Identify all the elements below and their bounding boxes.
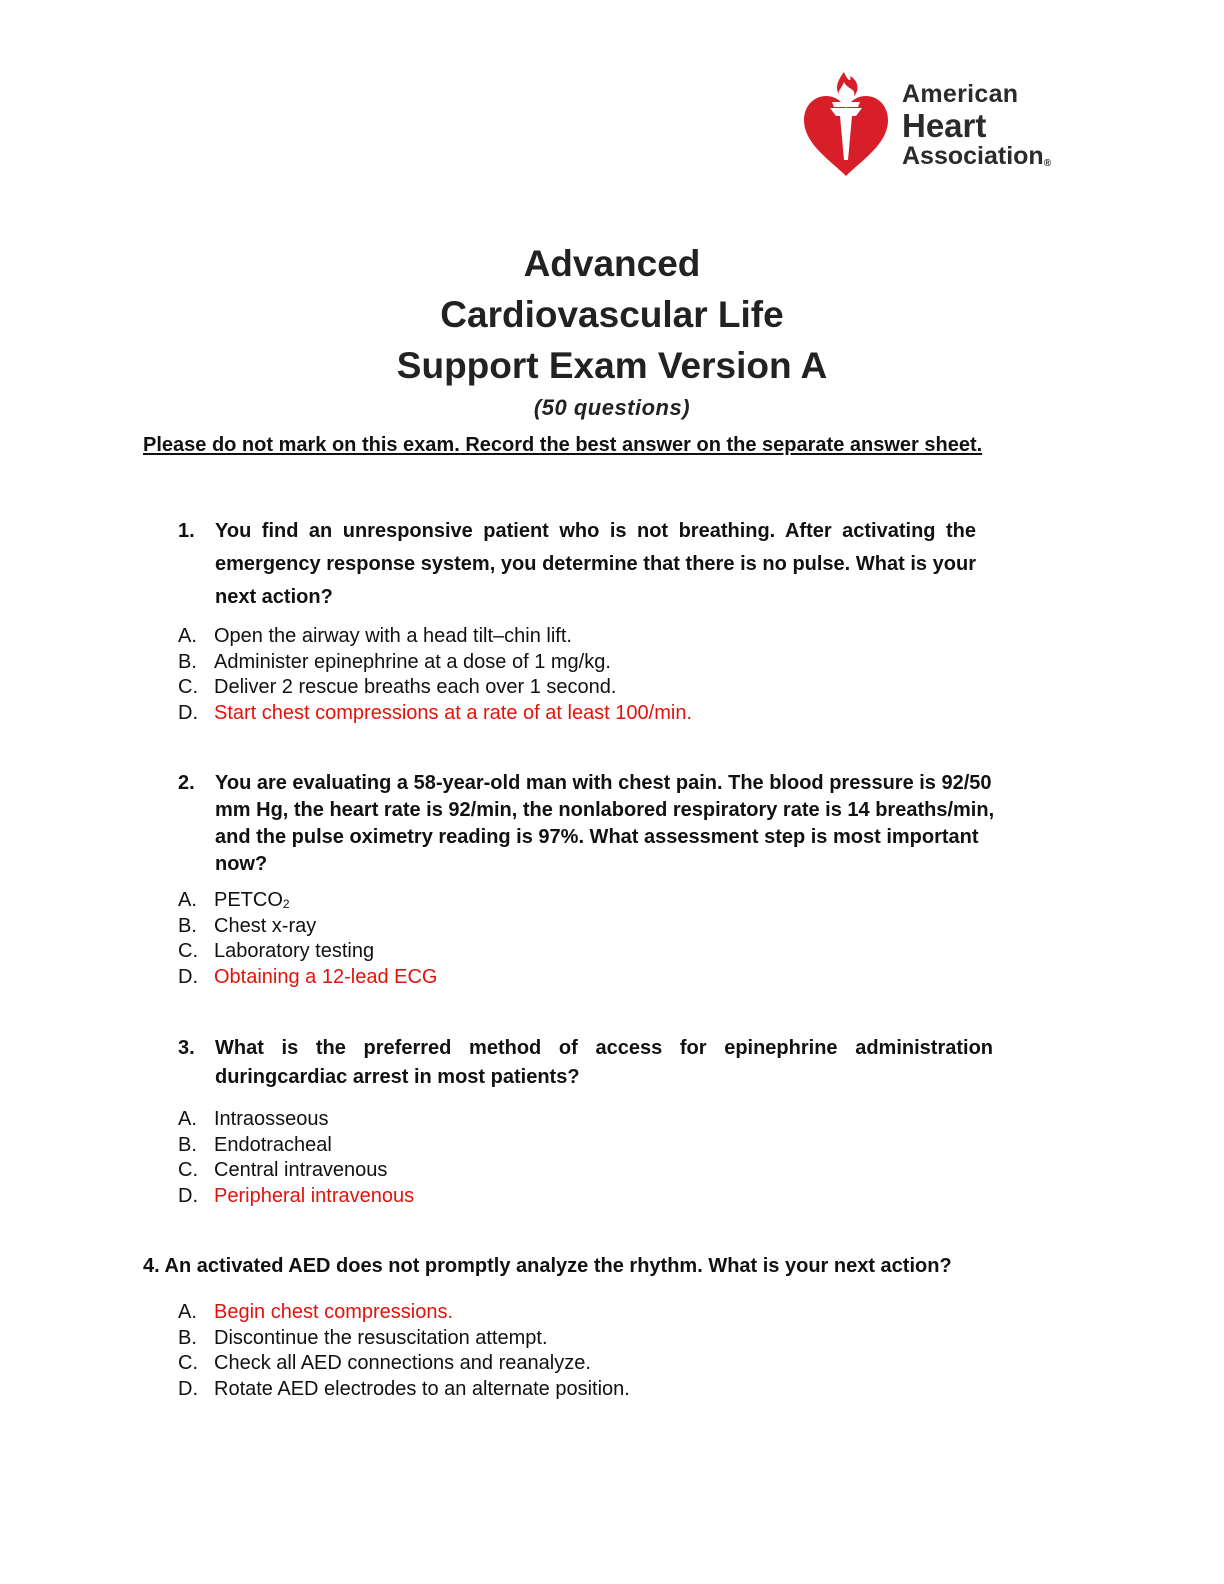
registered-mark: ®	[1043, 158, 1052, 169]
question-number: 1.	[178, 520, 195, 542]
answer-option-correct: D. Obtaining a 12-lead ECG	[178, 965, 438, 988]
title-line-1: Advanced	[523, 243, 701, 284]
answer-option: C. Deliver 2 rescue breaths each over 1 second.	[178, 676, 617, 698]
answer-option: B. Endotracheal	[178, 1133, 332, 1156]
answer-option: B. Chest x-ray	[178, 914, 317, 937]
question-4	[143, 1253, 1043, 1280]
logo-line-heart: Heart	[902, 107, 987, 144]
question-count: (50 questions)	[533, 395, 691, 420]
exam-title	[0, 238, 1224, 421]
title-line-2: Cardiovascular Life	[440, 294, 784, 335]
answer-option-correct: A. Begin chest compressions.	[178, 1301, 454, 1323]
answer-option: C. Check all AED connections and reanalyze.	[178, 1352, 591, 1374]
question-text: What is the preferred method of access for epinephrine administration duringcardiac arrest in most patients?	[215, 1037, 993, 1088]
answer-option: D. Rotate AED electrodes to an alternate position.	[178, 1377, 630, 1400]
logo-line-american: American	[902, 80, 1019, 108]
answer-option: A. Intraosseous	[178, 1108, 329, 1130]
subscript: 2	[282, 897, 290, 911]
logo-line-association: Association®	[902, 142, 1052, 170]
answer-options-3	[178, 1107, 414, 1209]
answer-option-correct: D. Start chest compressions at a rate of at least 100/min.	[178, 701, 693, 724]
answer-option-correct: D. Peripheral intravenous	[178, 1184, 415, 1207]
answer-option: C. Laboratory testing	[178, 940, 375, 962]
question-number: 4.	[143, 1255, 160, 1277]
answer-options-4	[178, 1300, 630, 1402]
answer-options-1	[178, 624, 692, 726]
answer-option: B. Discontinue the resuscitation attempt.	[178, 1326, 548, 1349]
logo-wordmark	[902, 82, 1051, 169]
question-3	[178, 1034, 993, 1092]
answer-option: C. Central intravenous	[178, 1159, 388, 1181]
answer-option: A. $PETCO_2$	[178, 889, 290, 911]
question-number: 2.	[178, 772, 195, 794]
question-1	[178, 515, 976, 614]
answer-option: B. Administer epinephrine at a dose of 1 mg/kg.	[178, 650, 611, 673]
question-2	[178, 770, 1010, 878]
question-text: An activated AED does not promptly analyze the rhythm. What is your next action?	[164, 1255, 952, 1277]
title-line-3: Support Exam Version A	[396, 345, 828, 386]
question-text: You are evaluating a 58-year-old man with chest pain. The blood pressure is 92/50 mm Hg, the heart rate is 92/min, the nonlabored respiratory rate is 14 breaths/min, and the pulse oximetry reading is 97%. What assessment step is most important now?	[215, 772, 995, 875]
aha-logo	[800, 68, 1080, 180]
heart-torch-icon	[800, 68, 892, 180]
answer-options-2	[178, 888, 437, 990]
answer-option: A. Open the airway with a head tilt–chin lift.	[178, 625, 572, 647]
exam-instruction: Please do not mark on this exam. Record the best answer on the separate answer sheet.	[143, 434, 983, 456]
question-text: You find an unresponsive patient who is not breathing. After activating the emergency response system, you determine that there is no pulse. What is your next action?	[215, 520, 976, 608]
question-number: 3.	[178, 1037, 195, 1059]
